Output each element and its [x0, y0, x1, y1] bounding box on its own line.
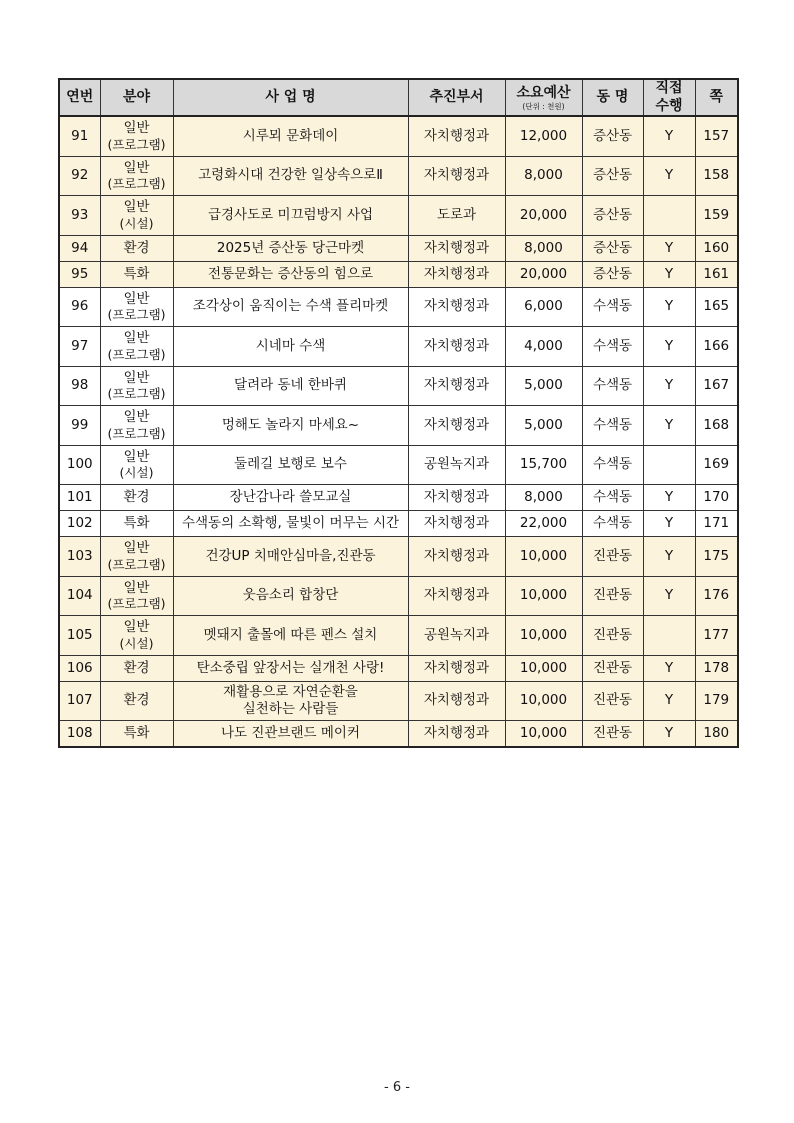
- row-field: [100, 235, 173, 261]
- row-dong: 진관동: [582, 616, 643, 656]
- row-budget: 10,000: [505, 721, 582, 748]
- header-direct-line1: 직접: [655, 80, 683, 96]
- row-budget: 8,000: [505, 485, 582, 511]
- project-name-line: 달려라 동네 한바퀴: [234, 377, 347, 394]
- table-row: [59, 156, 738, 196]
- row-direct: [643, 616, 695, 656]
- row-project-name: [173, 576, 408, 616]
- row-project-name: [173, 655, 408, 681]
- project-name-line: 웃음소리 합창단: [242, 587, 339, 604]
- field-main: 환경: [123, 489, 150, 506]
- table-row: [59, 721, 738, 748]
- row-page: 160: [695, 235, 738, 261]
- row-page: 176: [695, 576, 738, 616]
- field-sub: (프로그램): [107, 556, 166, 572]
- row-dong: 수색동: [582, 485, 643, 511]
- header-page: 쪽: [695, 79, 738, 116]
- row-budget: 10,000: [505, 655, 582, 681]
- row-field: [100, 681, 173, 721]
- row-direct: Y: [643, 511, 695, 537]
- row-direct: Y: [643, 681, 695, 721]
- row-dept: 도로과: [408, 196, 505, 236]
- row-number: 100: [59, 445, 100, 485]
- row-number: 97: [59, 327, 100, 367]
- row-direct: Y: [643, 537, 695, 577]
- row-project-name: [173, 445, 408, 485]
- row-number: 108: [59, 721, 100, 748]
- row-budget: 10,000: [505, 537, 582, 577]
- row-dong: 진관동: [582, 721, 643, 748]
- row-page: 180: [695, 721, 738, 748]
- project-name-line: 조각상이 움직이는 수색 플리마켓: [192, 298, 389, 315]
- header-dong: 동 명: [582, 79, 643, 116]
- row-page: 171: [695, 511, 738, 537]
- field-sub: (프로그램): [107, 136, 166, 152]
- row-budget: 5,000: [505, 366, 582, 406]
- row-page: 170: [695, 485, 738, 511]
- field-main: 일반: [123, 330, 150, 346]
- row-page: 168: [695, 406, 738, 446]
- field-sub: (프로그램): [107, 346, 166, 362]
- row-direct: Y: [643, 156, 695, 196]
- row-dong: 수색동: [582, 327, 643, 367]
- row-dong: 증산동: [582, 196, 643, 236]
- table-row: [59, 261, 738, 287]
- page-number: - 6 -: [384, 1080, 410, 1095]
- row-field: [100, 116, 173, 156]
- row-budget: 8,000: [505, 156, 582, 196]
- field-sub: (시설): [119, 635, 154, 651]
- table-row: [59, 116, 738, 156]
- header-budget: [505, 79, 582, 116]
- table-row: [59, 445, 738, 485]
- row-dong: 진관동: [582, 537, 643, 577]
- row-number: 92: [59, 156, 100, 196]
- row-field: [100, 511, 173, 537]
- row-project-name: [173, 681, 408, 721]
- field-sub: (시설): [119, 215, 154, 231]
- table-row: [59, 537, 738, 577]
- table-row: [59, 681, 738, 721]
- project-name-line: 멧돼지 출몰에 따른 펜스 설치: [203, 626, 378, 643]
- row-dept: 자치행정과: [408, 327, 505, 367]
- table-row: [59, 327, 738, 367]
- row-direct: Y: [643, 287, 695, 327]
- row-page: 165: [695, 287, 738, 327]
- row-dong: 증산동: [582, 116, 643, 156]
- row-dept: 자치행정과: [408, 537, 505, 577]
- row-project-name: [173, 511, 408, 537]
- project-name-line: 탄소중립 앞장서는 실개천 사랑!: [196, 659, 385, 676]
- row-budget: 8,000: [505, 235, 582, 261]
- row-field: [100, 721, 173, 748]
- row-number: 104: [59, 576, 100, 616]
- field-main: 특화: [123, 725, 150, 742]
- project-name-line: 전통문화는 증산동의 힘으로: [207, 265, 374, 282]
- row-number: 91: [59, 116, 100, 156]
- row-number: 106: [59, 655, 100, 681]
- row-dong: 수색동: [582, 366, 643, 406]
- header-direct: [643, 79, 695, 116]
- row-dept: 자치행정과: [408, 511, 505, 537]
- field-main: 특화: [123, 265, 150, 282]
- row-direct: Y: [643, 366, 695, 406]
- table-row: [59, 287, 738, 327]
- field-sub: (프로그램): [107, 596, 166, 612]
- row-project-name: [173, 485, 408, 511]
- row-project-name: [173, 616, 408, 656]
- row-direct: Y: [643, 327, 695, 367]
- project-name-line: 멍해도 놀라지 마세요~: [221, 416, 360, 433]
- row-dong: 진관동: [582, 681, 643, 721]
- row-number: 107: [59, 681, 100, 721]
- row-page: 175: [695, 537, 738, 577]
- row-budget: 6,000: [505, 287, 582, 327]
- field-sub: (프로그램): [107, 386, 166, 402]
- row-budget: 5,000: [505, 406, 582, 446]
- project-name-line: 실천하는 사람들: [242, 700, 339, 717]
- row-page: 157: [695, 116, 738, 156]
- row-page: 166: [695, 327, 738, 367]
- header-no: 연번: [59, 79, 100, 116]
- row-dept: 공원녹지과: [408, 445, 505, 485]
- row-field: [100, 406, 173, 446]
- row-budget: 10,000: [505, 576, 582, 616]
- row-budget: 4,000: [505, 327, 582, 367]
- row-dept: 자치행정과: [408, 485, 505, 511]
- row-project-name: [173, 156, 408, 196]
- table-row: [59, 655, 738, 681]
- row-number: 94: [59, 235, 100, 261]
- project-name-line: 고령화시대 건강한 일상속으로Ⅱ: [198, 167, 383, 184]
- row-direct: Y: [643, 261, 695, 287]
- project-name-line: 급경사도로 미끄럼방지 사업: [207, 206, 374, 223]
- table-row: [59, 485, 738, 511]
- row-direct: Y: [643, 116, 695, 156]
- row-dong: 수색동: [582, 511, 643, 537]
- row-number: 102: [59, 511, 100, 537]
- row-number: 95: [59, 261, 100, 287]
- table-row: [59, 616, 738, 656]
- row-field: [100, 366, 173, 406]
- table-row: [59, 235, 738, 261]
- field-main: 환경: [123, 239, 150, 256]
- field-main: 일반: [123, 290, 150, 307]
- row-dong: 수색동: [582, 445, 643, 485]
- row-dept: 자치행정과: [408, 721, 505, 748]
- row-budget: 10,000: [505, 681, 582, 721]
- row-field: [100, 261, 173, 287]
- project-name-line: 시루뫼 문화데이: [242, 127, 339, 144]
- row-dong: 증산동: [582, 235, 643, 261]
- table-header-row: [59, 79, 738, 116]
- header-field: 분야: [100, 79, 173, 116]
- table-body: [59, 116, 738, 747]
- row-project-name: [173, 261, 408, 287]
- field-main: 일반: [123, 619, 150, 635]
- row-direct: Y: [643, 655, 695, 681]
- project-name-line: 수색동의 소확행, 물빛이 머무는 시간: [181, 515, 400, 532]
- row-page: 167: [695, 366, 738, 406]
- project-table: [58, 78, 739, 748]
- table-row: [59, 366, 738, 406]
- row-field: [100, 485, 173, 511]
- row-field: [100, 655, 173, 681]
- row-number: 98: [59, 366, 100, 406]
- row-dept: 공원녹지과: [408, 616, 505, 656]
- table-row: [59, 406, 738, 446]
- row-project-name: [173, 116, 408, 156]
- row-direct: [643, 196, 695, 236]
- row-page: 169: [695, 445, 738, 485]
- field-main: 일반: [123, 199, 150, 215]
- project-name-line: 건강UP 치매안심마을,진관동: [205, 547, 376, 564]
- row-page: 178: [695, 655, 738, 681]
- table-row: [59, 576, 738, 616]
- header-budget-label: 소요예산: [516, 85, 571, 101]
- row-project-name: [173, 196, 408, 236]
- field-sub: (프로그램): [107, 425, 166, 441]
- row-dept: 자치행정과: [408, 235, 505, 261]
- row-field: [100, 445, 173, 485]
- row-dept: 자치행정과: [408, 287, 505, 327]
- row-budget: 20,000: [505, 196, 582, 236]
- row-number: 99: [59, 406, 100, 446]
- field-main: 특화: [123, 515, 150, 532]
- row-page: 161: [695, 261, 738, 287]
- row-dong: 수색동: [582, 406, 643, 446]
- row-project-name: [173, 537, 408, 577]
- table-row: [59, 511, 738, 537]
- field-main: 일반: [123, 579, 150, 596]
- row-dept: 자치행정과: [408, 156, 505, 196]
- row-dept: 자치행정과: [408, 406, 505, 446]
- row-dept: 자치행정과: [408, 655, 505, 681]
- row-number: 101: [59, 485, 100, 511]
- row-budget: 20,000: [505, 261, 582, 287]
- row-field: [100, 196, 173, 236]
- project-name-line: 시네마 수색: [255, 337, 326, 354]
- row-field: [100, 537, 173, 577]
- row-project-name: [173, 287, 408, 327]
- row-direct: Y: [643, 235, 695, 261]
- row-dept: 자치행정과: [408, 366, 505, 406]
- field-main: 일반: [123, 409, 150, 425]
- row-dept: 자치행정과: [408, 261, 505, 287]
- row-dong: 수색동: [582, 287, 643, 327]
- field-sub: (프로그램): [107, 307, 166, 323]
- field-main: 일반: [123, 159, 150, 176]
- row-dept: 자치행정과: [408, 576, 505, 616]
- row-number: 93: [59, 196, 100, 236]
- field-main: 환경: [123, 659, 150, 676]
- row-dong: 증산동: [582, 261, 643, 287]
- row-direct: Y: [643, 721, 695, 748]
- field-main: 일반: [123, 369, 150, 386]
- field-main: 환경: [123, 692, 150, 709]
- row-field: [100, 156, 173, 196]
- project-name-line: 둘레길 보행로 보수: [234, 456, 347, 473]
- project-name-line: 2025년 증산동 당근마켓: [216, 239, 365, 256]
- row-budget: 22,000: [505, 511, 582, 537]
- row-dept: 자치행정과: [408, 116, 505, 156]
- row-field: [100, 576, 173, 616]
- row-direct: Y: [643, 576, 695, 616]
- row-page: 177: [695, 616, 738, 656]
- header-project: 사 업 명: [173, 79, 408, 116]
- row-number: 105: [59, 616, 100, 656]
- row-dept: 자치행정과: [408, 681, 505, 721]
- field-main: 일반: [123, 448, 150, 465]
- field-main: 일반: [123, 120, 150, 136]
- table-row: [59, 196, 738, 236]
- row-budget: 15,700: [505, 445, 582, 485]
- row-direct: Y: [643, 406, 695, 446]
- field-sub: (시설): [119, 465, 154, 481]
- row-field: [100, 287, 173, 327]
- row-page: 179: [695, 681, 738, 721]
- row-project-name: [173, 235, 408, 261]
- row-page: 158: [695, 156, 738, 196]
- row-project-name: [173, 366, 408, 406]
- row-dong: 증산동: [582, 156, 643, 196]
- row-field: [100, 616, 173, 656]
- row-number: 103: [59, 537, 100, 577]
- row-field: [100, 327, 173, 367]
- row-number: 96: [59, 287, 100, 327]
- header-direct-line2: 수행: [655, 97, 683, 114]
- field-main: 일반: [123, 540, 150, 556]
- row-project-name: [173, 327, 408, 367]
- row-budget: 12,000: [505, 116, 582, 156]
- row-page: 159: [695, 196, 738, 236]
- header-budget-unit: (단위 : 천원): [522, 101, 565, 111]
- row-project-name: [173, 406, 408, 446]
- header-dept: 추진부서: [408, 79, 505, 116]
- row-dong: 진관동: [582, 576, 643, 616]
- row-budget: 10,000: [505, 616, 582, 656]
- row-dong: 진관동: [582, 655, 643, 681]
- project-name-line: 장난감나라 쓸모교실: [229, 489, 352, 506]
- row-project-name: [173, 721, 408, 748]
- row-direct: Y: [643, 485, 695, 511]
- row-direct: [643, 445, 695, 485]
- project-name-line: 나도 진관브랜드 메이커: [221, 725, 360, 742]
- project-name-line: 재활용으로 자연순환을: [223, 683, 358, 700]
- field-sub: (프로그램): [107, 176, 166, 192]
